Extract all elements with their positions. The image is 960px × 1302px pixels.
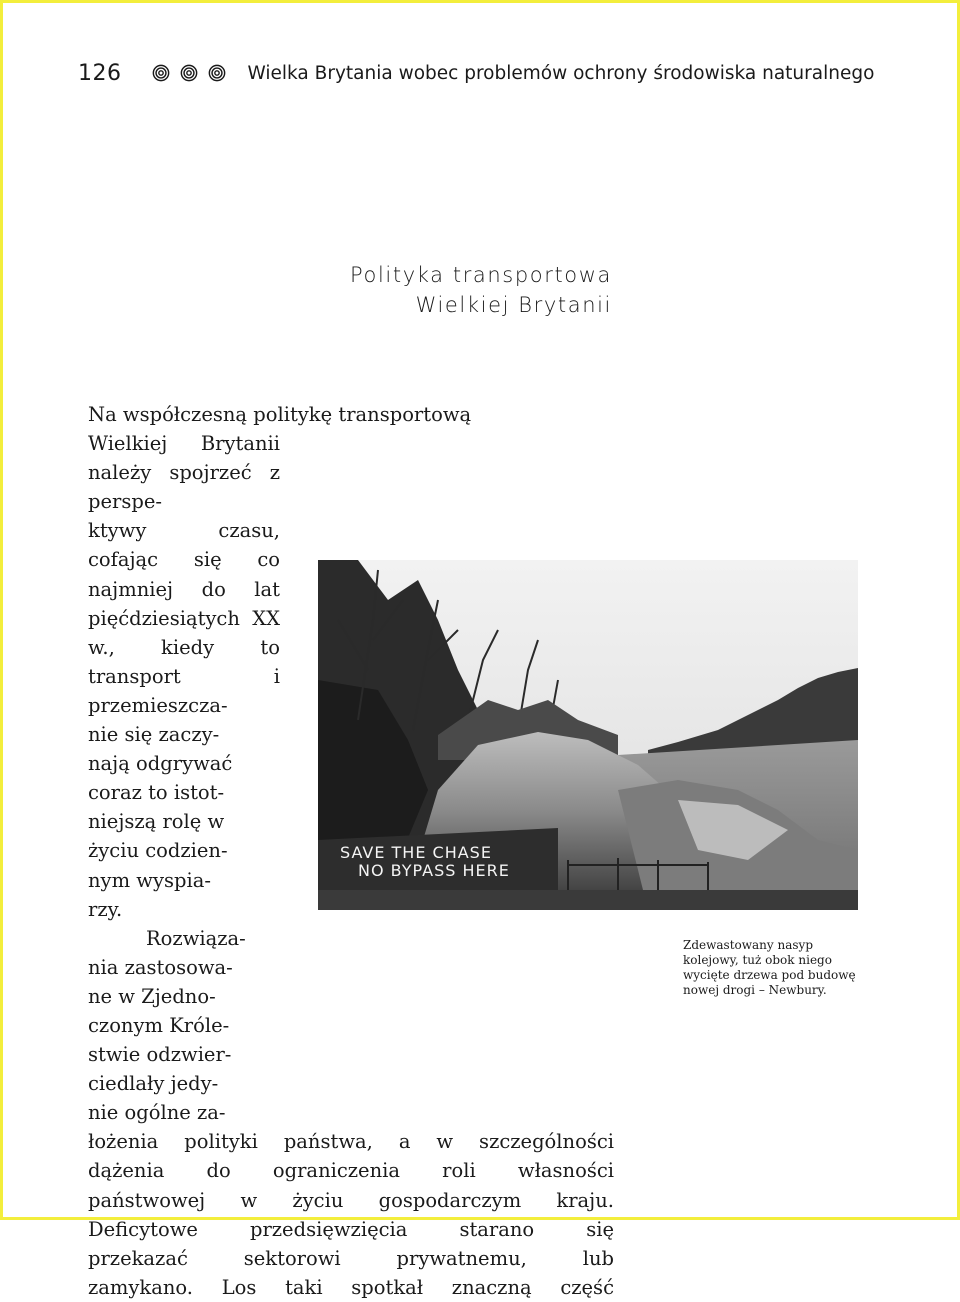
page-header — [78, 58, 878, 88]
caption-line: Zdewastowany nasyp — [683, 938, 814, 952]
text-line: Na współczesną politykę transportową — [88, 403, 472, 426]
text-line: Wielkiej Brytanii należy spojrzeć z perspe- — [88, 432, 280, 514]
caption-line: wycięte drzewa pod budowę — [683, 968, 856, 982]
photo-illustration — [318, 560, 858, 910]
spiral-icon — [152, 64, 170, 82]
text-line: niejszą rolę w — [88, 810, 225, 834]
graffiti-text: SAVE THE CHASE — [340, 843, 492, 862]
section-title — [350, 260, 612, 320]
page-number: 126 — [78, 60, 122, 86]
text-line: dążenia do ograniczenia roli własności — [88, 1159, 614, 1183]
text-line: życiu codzien- — [88, 839, 228, 863]
text-line: Rozwiąza- — [146, 926, 246, 950]
text-line: łożenia polityki państwa, a w szczególności — [88, 1130, 614, 1154]
running-head: Wielka Brytania wobec problemów ochrony środowiska naturalnego — [247, 62, 875, 84]
caption-line: kolejowy, tuż obok niego — [683, 953, 832, 967]
text-line: Deficytowe przedsięwzięcia starano się — [88, 1217, 614, 1241]
spiral-icon — [208, 64, 226, 82]
section-title-line: Wielkiej Brytanii — [415, 293, 612, 317]
text-line: przemieszcza- — [88, 693, 228, 717]
section-title-line: Polityka transportowa — [350, 263, 612, 287]
header-ornaments — [152, 64, 226, 82]
text-line: zamykano. Los taki spotkał znaczną część — [88, 1275, 614, 1299]
text-line: ne w Zjedno- — [88, 984, 216, 1008]
spiral-icon — [180, 64, 198, 82]
text-line: rzy. — [88, 897, 123, 921]
text-line: pięćdziesiątych XX w., kiedy to transport i — [88, 606, 280, 688]
text-line: nie się zaczy- — [88, 723, 220, 747]
text-line: czonym Króle- — [88, 1013, 230, 1037]
text-line: państwowej w życiu gospodarczym kraju. — [88, 1188, 614, 1212]
text-line: nym wyspia- — [88, 868, 211, 892]
text-line: nia zastosowa- — [88, 955, 233, 979]
text-line: przekazać sektorowi prywatnemu, lub — [88, 1246, 614, 1270]
graffiti-text: NO BYPASS HERE — [358, 861, 510, 880]
text-line: stwie odzwier- — [88, 1043, 232, 1067]
text-line: ciedlały jedy- — [88, 1072, 219, 1096]
text-line: ktywy czasu, cofając się co najmniej do lat — [88, 519, 280, 601]
photo-embankment — [318, 560, 858, 910]
text-line: nają odgrywać — [88, 752, 233, 776]
caption-line: nowej drogi – Newbury. — [683, 983, 827, 997]
photo-caption — [683, 938, 883, 998]
text-line: coraz to istot- — [88, 781, 225, 805]
text-line: nie ogólne za- — [88, 1101, 226, 1125]
